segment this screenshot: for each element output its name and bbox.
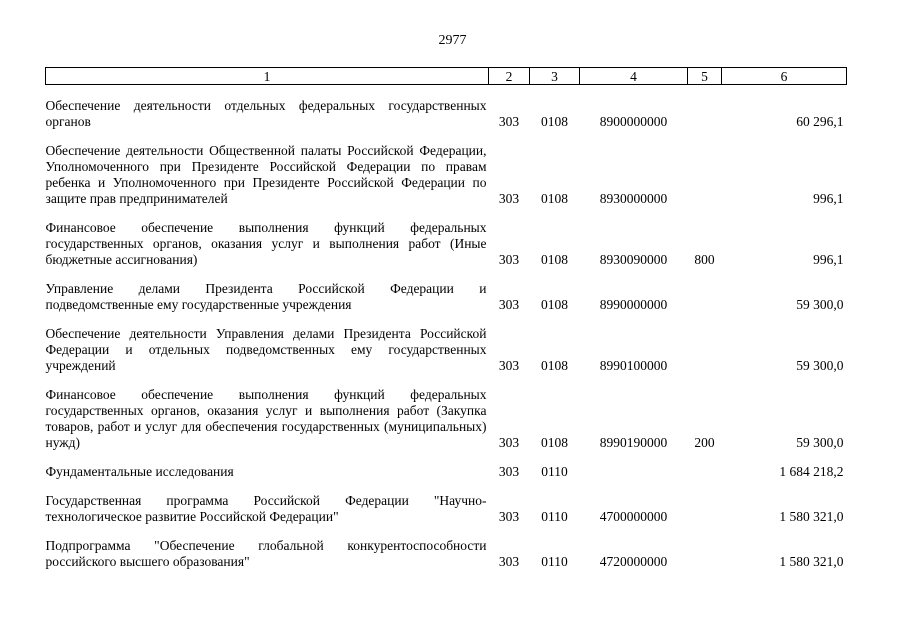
row-code: 303 — [498, 191, 520, 206]
row-name: Управление делами Президента Российской Федерации и подведомственные ему государственные учреждения — [45, 281, 487, 312]
table-body — [46, 85, 847, 571]
row-amount: 996,1 — [813, 191, 844, 206]
header-col-4: 4 — [580, 68, 688, 85]
page-number: 2977 — [438, 33, 467, 48]
table-row — [46, 480, 847, 525]
row-type — [688, 451, 722, 480]
row-code: 303 — [498, 554, 520, 569]
budget-table — [45, 67, 847, 570]
header-col-1: 1 — [46, 68, 489, 85]
header-col-2: 2 — [489, 68, 530, 85]
row-target: 8990100000 — [599, 358, 668, 373]
row-code: 303 — [498, 297, 520, 312]
header-col-5: 5 — [688, 68, 722, 85]
row-target: 8900000000 — [599, 114, 668, 129]
row-type — [688, 480, 722, 525]
row-section: 0110 — [541, 509, 568, 524]
row-name: Подпрограмма "Обеспечение глобальной конкурентоспособности российского высшего образования" — [45, 538, 487, 569]
table-row — [46, 313, 847, 374]
table-row — [46, 85, 847, 131]
row-name: Фундаментальные исследования — [45, 464, 234, 479]
row-amount: 996,1 — [813, 252, 844, 267]
row-target: 8930000000 — [599, 191, 668, 206]
row-target — [580, 451, 688, 480]
row-name: Государственная программа Российской Федерации "Научно-технологическое развитие Российской Федерации" — [45, 493, 487, 524]
table-row — [46, 268, 847, 313]
table-row — [46, 130, 847, 207]
row-type — [688, 313, 722, 374]
row-target: 8990000000 — [599, 297, 668, 312]
row-section: 0110 — [541, 464, 568, 479]
table-row — [46, 374, 847, 451]
row-target: 4700000000 — [599, 509, 668, 524]
row-code: 303 — [498, 464, 520, 479]
row-type — [688, 130, 722, 207]
row-section: 0108 — [541, 252, 568, 267]
row-target: 4720000000 — [599, 554, 668, 569]
row-target: 8990190000 — [599, 435, 668, 450]
row-type — [688, 525, 722, 570]
row-amount: 59 300,0 — [796, 297, 844, 312]
row-type: 200 — [694, 435, 715, 450]
row-section: 0108 — [541, 191, 568, 206]
row-section: 0108 — [541, 358, 568, 373]
table-row — [46, 451, 847, 480]
row-section: 0108 — [541, 297, 568, 312]
row-amount: 1 580 321,0 — [779, 509, 844, 524]
row-amount: 59 300,0 — [796, 358, 844, 373]
row-name: Обеспечение деятельности Общественной палаты Российской Федерации, Уполномоченного при Президенте Российской Федерации по правам ребенка и Уполномоченного при Президенте Российской Федерации по защите прав предпринимателей — [45, 143, 487, 206]
row-target: 8930090000 — [599, 252, 668, 267]
table-row — [46, 207, 847, 268]
row-name: Финансовое обеспечение выполнения функций федеральных государственных органов, оказания услуг и выполнения работ (Иные бюджетные ассигнования) — [45, 220, 487, 267]
row-code: 303 — [498, 114, 520, 129]
row-name: Финансовое обеспечение выполнения функций федеральных государственных органов, оказания услуг и выполнения работ (Закупка товаров, работ и услуг для обеспечения государственных (муниципальных) нужд) — [45, 387, 487, 450]
row-code: 303 — [498, 509, 520, 524]
row-section: 0110 — [541, 554, 568, 569]
row-type — [688, 268, 722, 313]
row-code: 303 — [498, 252, 520, 267]
row-code: 303 — [498, 358, 520, 373]
row-amount: 1 580 321,0 — [779, 554, 844, 569]
row-code: 303 — [498, 435, 520, 450]
table-row — [46, 525, 847, 570]
row-section: 0108 — [541, 435, 568, 450]
table-header — [46, 68, 847, 85]
row-amount: 60 296,1 — [796, 114, 844, 129]
header-col-6: 6 — [722, 68, 847, 85]
header-col-3: 3 — [530, 68, 580, 85]
row-name: Обеспечение деятельности отдельных федеральных государственных органов — [45, 98, 487, 129]
row-section: 0108 — [541, 114, 568, 129]
row-amount: 59 300,0 — [796, 435, 844, 450]
row-name: Обеспечение деятельности Управления делами Президента Российской Федерации и отдельных подведомственных ему государственных учреждений — [45, 326, 487, 373]
row-type: 800 — [694, 252, 715, 267]
row-type — [688, 85, 722, 131]
row-amount: 1 684 218,2 — [779, 464, 844, 479]
header-row — [46, 68, 847, 85]
